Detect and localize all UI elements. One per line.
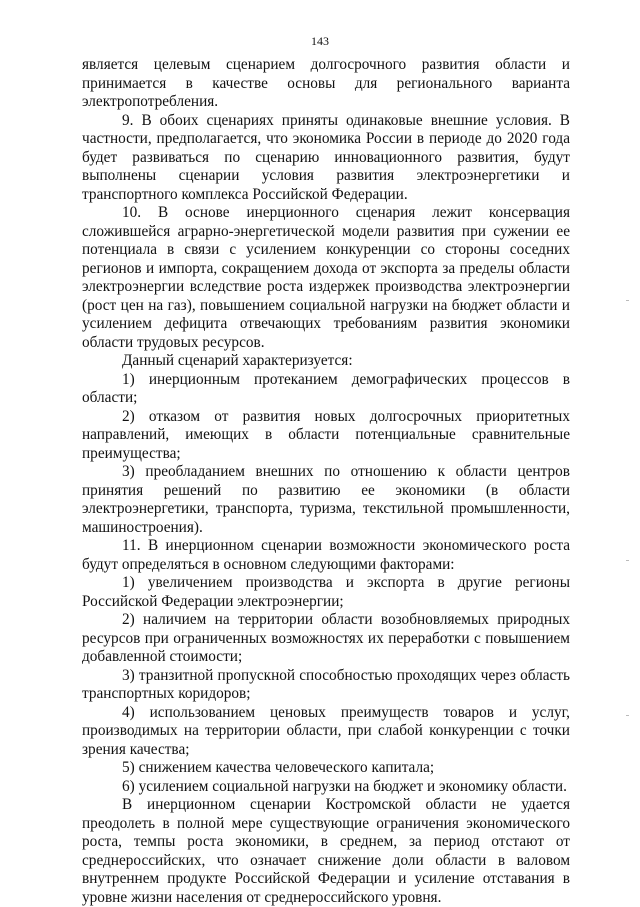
page-number: 143 (311, 34, 329, 48)
list-item-1: 1) инерционным протеканием демографических процессов в области; (82, 370, 570, 406)
paragraph-item-9: 9. В обоих сценариях приняты одинаковые внешние условия. В частности, предполагается, что экономика России в периоде до 2020 года будет развиваться по сценарию инновационного развития, будут выполнены сценарии условия развития электроэнергетики и транспортного комплекса Российской Федерации. (82, 111, 570, 203)
factor-item-6: 6) усилением социальной нагрузки на бюджет и экономику области. (122, 777, 567, 795)
paragraph-item-11: 11. В инерционном сценарии возможности экономического роста будут определяться в основном следующими факторами: (82, 537, 570, 573)
paragraph-scenario-intro: Данный сценарий характеризуется: (122, 352, 353, 369)
factor-item-3: 3) транзитной пропускной способностью проходящих через область транспортных коридоров; (82, 666, 570, 702)
factor-item-1: 1) увеличением производства и экспорта в другие регионы Российской Федерации электроэнергии; (82, 574, 570, 610)
scan-margin-mark (626, 560, 629, 561)
paragraph-item-10: 10. В основе инерционного сценария лежит консервация сложившейся аграрно-энергетической модели развития при сужении ее потенциала в связи с усилением конкуренции со стороны соседних регионов и импорта, сокращением дохода от экспорта за пределы области электроэнергии вследствие роста издержек производства электроэнергии (рост цен на газ), повышением социальной нагрузки на бюджет области и усилением дефицита отвечающих требованиям развития экономики области трудовых ресурсов. (82, 204, 570, 351)
factor-item-4: 4) использованием ценовых преимуществ товаров и услуг, производимых на территории области, при слабой конкуренции с точки зрения качества; (82, 703, 570, 758)
list-item-2: 2) отказом от развития новых долгосрочных приоритетных направлений, имеющих в области потенциальные сравнительные преимущества; (82, 407, 570, 462)
paragraph-continuation: является целевым сценарием долгосрочного развития области и принимается в качестве основы для регионального варианта электропотребления. (82, 56, 570, 110)
factor-item-5: 5) снижением качества человеческого капитала; (122, 759, 435, 776)
paragraph-conclusion: В инерционном сценарии Костромской области не удается преодолеть в полной мере существующие ограничения экономического роста, темпы роста экономики, в среднем, за период отстают от среднероссийских, что означает снижение доли области в валовом внутреннем продукте Российской Федерации и усиление отставания в уровне жизни населения от среднероссийского уровня. (82, 796, 570, 906)
factor-item-2: 2) наличием на территории области возобновляемых природных ресурсов при ограниченных возможностях их переработки с повышением добавленной стоимости; (82, 611, 570, 665)
scan-margin-mark (626, 300, 629, 301)
scan-margin-mark (626, 715, 629, 716)
document-body (82, 56, 570, 907)
list-item-3: 3) преобладанием внешних по отношению к области центров принятия решений по развитию ее экономики (в области электроэнергетики, транспорта, туризма, текстильной промышленности, машиностроения). (82, 463, 570, 536)
